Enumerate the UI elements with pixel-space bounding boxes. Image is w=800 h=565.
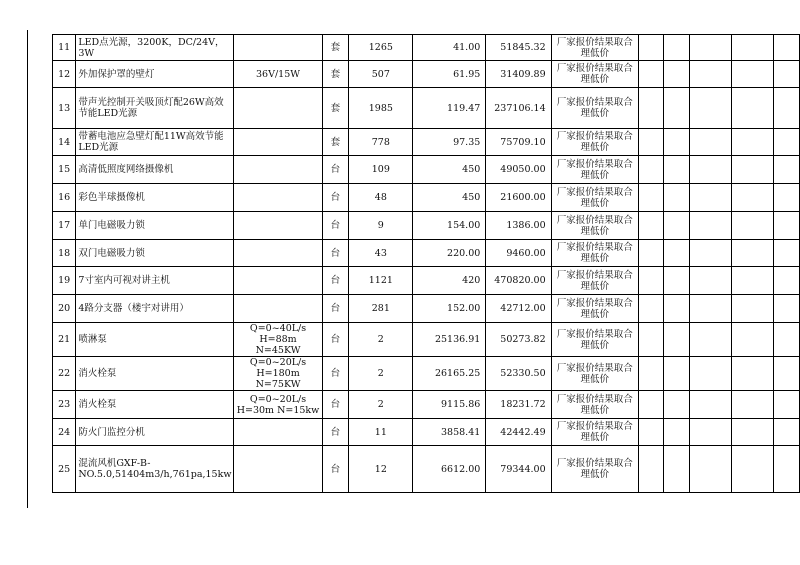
- total-price-cell: 42712.00: [486, 295, 551, 323]
- item-spec-cell: [234, 419, 322, 446]
- item-quantity-cell: 778: [349, 129, 413, 156]
- empty-cell: [638, 184, 664, 212]
- remark-cell: 厂家报价结果取合理低价: [551, 88, 638, 129]
- item-spec-cell: [234, 295, 322, 323]
- empty-cell: [638, 240, 664, 267]
- total-price-cell: 21600.00: [486, 184, 551, 212]
- unit-price-cell: 450: [413, 156, 486, 184]
- remark-cell: 厂家报价结果取合理低价: [551, 267, 638, 295]
- remark-cell: 厂家报价结果取合理低价: [551, 61, 638, 88]
- total-price-cell: 237106.14: [486, 88, 551, 129]
- item-unit-cell: 台: [322, 357, 349, 391]
- row-number-cell: 22: [53, 357, 76, 391]
- remark-cell: 厂家报价结果取合理低价: [551, 184, 638, 212]
- item-quantity-cell: 2: [349, 391, 413, 419]
- item-spec-cell: [234, 184, 322, 212]
- empty-cell: [664, 184, 690, 212]
- table-row: [53, 391, 800, 419]
- empty-cell: [732, 419, 774, 446]
- empty-cell: [732, 61, 774, 88]
- item-unit-cell: 台: [322, 391, 349, 419]
- row-number-cell: 23: [53, 391, 76, 419]
- remark-cell: 厂家报价结果取合理低价: [551, 419, 638, 446]
- item-quantity-cell: 48: [349, 184, 413, 212]
- item-quantity-cell: 9: [349, 212, 413, 240]
- empty-cell: [690, 129, 732, 156]
- total-price-cell: 51845.32: [486, 35, 551, 61]
- item-quantity-cell: 1985: [349, 88, 413, 129]
- item-unit-cell: 台: [322, 323, 349, 357]
- empty-cell: [774, 61, 800, 88]
- empty-cell: [638, 61, 664, 88]
- unit-price-cell: 152.00: [413, 295, 486, 323]
- row-number-cell: 19: [53, 267, 76, 295]
- remark-cell: 厂家报价结果取合理低价: [551, 129, 638, 156]
- row-number-cell: 21: [53, 323, 76, 357]
- empty-cell: [638, 129, 664, 156]
- item-spec-cell: 36V/15W: [234, 61, 322, 88]
- item-name-cell: 彩色半球摄像机: [76, 184, 234, 212]
- empty-cell: [774, 391, 800, 419]
- table-row: [53, 295, 800, 323]
- table-row: [53, 129, 800, 156]
- empty-cell: [732, 88, 774, 129]
- total-price-cell: 18231.72: [486, 391, 551, 419]
- empty-cell: [690, 267, 732, 295]
- item-unit-cell: 台: [322, 419, 349, 446]
- table-row: [53, 240, 800, 267]
- total-price-cell: 50273.82: [486, 323, 551, 357]
- remark-cell: 厂家报价结果取合理低价: [551, 212, 638, 240]
- row-number-cell: 15: [53, 156, 76, 184]
- empty-cell: [664, 88, 690, 129]
- item-name-cell: 混流风机GXF-B-NO.5.0,51404m3/h,761pa,15kw: [76, 446, 234, 493]
- empty-cell: [732, 212, 774, 240]
- item-name-cell: 高清低照度网络摄像机: [76, 156, 234, 184]
- empty-cell: [664, 212, 690, 240]
- item-spec-cell: [234, 129, 322, 156]
- empty-cell: [690, 156, 732, 184]
- table-row: [53, 267, 800, 295]
- empty-cell: [690, 61, 732, 88]
- item-quantity-cell: 109: [349, 156, 413, 184]
- empty-cell: [664, 240, 690, 267]
- table-row: [53, 212, 800, 240]
- unit-price-cell: 119.47: [413, 88, 486, 129]
- table-row: [53, 184, 800, 212]
- row-number-cell: 20: [53, 295, 76, 323]
- empty-cell: [732, 446, 774, 493]
- empty-cell: [732, 295, 774, 323]
- item-quantity-cell: 1265: [349, 35, 413, 61]
- empty-cell: [690, 323, 732, 357]
- unit-price-cell: 154.00: [413, 212, 486, 240]
- row-number-cell: 14: [53, 129, 76, 156]
- item-quantity-cell: 507: [349, 61, 413, 88]
- row-number-cell: 17: [53, 212, 76, 240]
- empty-cell: [638, 446, 664, 493]
- empty-cell: [690, 88, 732, 129]
- empty-cell: [774, 35, 800, 61]
- empty-cell: [638, 391, 664, 419]
- empty-cell: [664, 61, 690, 88]
- item-unit-cell: 套: [322, 35, 349, 61]
- remark-cell: 厂家报价结果取合理低价: [551, 240, 638, 267]
- table-row: [53, 88, 800, 129]
- empty-cell: [774, 88, 800, 129]
- empty-cell: [732, 156, 774, 184]
- item-name-cell: 防火门监控分机: [76, 419, 234, 446]
- empty-cell: [690, 184, 732, 212]
- item-name-cell: LED点光源，3200K，DC/24V，3W: [76, 35, 234, 61]
- empty-cell: [774, 419, 800, 446]
- item-name-cell: 双门电磁吸力锁: [76, 240, 234, 267]
- empty-cell: [774, 156, 800, 184]
- table-row: [53, 35, 800, 61]
- empty-cell: [664, 129, 690, 156]
- item-name-cell: 带声光控制开关吸顶灯配26W高效节能LED光源: [76, 88, 234, 129]
- item-spec-cell: Q=0~20L/s H=180m N=75KW: [234, 357, 322, 391]
- item-unit-cell: 台: [322, 240, 349, 267]
- empty-cell: [774, 267, 800, 295]
- empty-cell: [664, 323, 690, 357]
- empty-cell: [664, 156, 690, 184]
- remark-cell: 厂家报价结果取合理低价: [551, 156, 638, 184]
- table-row: [53, 419, 800, 446]
- empty-cell: [690, 295, 732, 323]
- item-spec-cell: [234, 156, 322, 184]
- empty-cell: [690, 391, 732, 419]
- empty-cell: [638, 267, 664, 295]
- item-unit-cell: 台: [322, 446, 349, 493]
- empty-cell: [638, 323, 664, 357]
- unit-price-cell: 420: [413, 267, 486, 295]
- empty-cell: [638, 88, 664, 129]
- empty-cell: [664, 35, 690, 61]
- item-unit-cell: 台: [322, 267, 349, 295]
- empty-cell: [774, 240, 800, 267]
- unit-price-cell: 450: [413, 184, 486, 212]
- item-spec-cell: [234, 212, 322, 240]
- empty-cell: [774, 129, 800, 156]
- total-price-cell: 1386.00: [486, 212, 551, 240]
- table-row: [53, 323, 800, 357]
- empty-cell: [638, 295, 664, 323]
- item-quantity-cell: 2: [349, 357, 413, 391]
- item-name-cell: 外加保护罩的壁灯: [76, 61, 234, 88]
- remark-cell: 厂家报价结果取合理低价: [551, 357, 638, 391]
- item-spec-cell: [234, 88, 322, 129]
- row-number-cell: 11: [53, 35, 76, 61]
- empty-cell: [774, 357, 800, 391]
- unit-price-cell: 97.35: [413, 129, 486, 156]
- item-spec-cell: [234, 35, 322, 61]
- empty-cell: [774, 184, 800, 212]
- empty-cell: [638, 35, 664, 61]
- item-unit-cell: 套: [322, 129, 349, 156]
- item-unit-cell: 台: [322, 212, 349, 240]
- total-price-cell: 49050.00: [486, 156, 551, 184]
- empty-cell: [690, 357, 732, 391]
- empty-cell: [690, 240, 732, 267]
- empty-cell: [664, 391, 690, 419]
- empty-cell: [774, 323, 800, 357]
- remark-cell: 厂家报价结果取合理低价: [551, 446, 638, 493]
- empty-cell: [732, 357, 774, 391]
- item-spec-cell: Q=0~40L/s H=88m N=45KW: [234, 323, 322, 357]
- empty-cell: [638, 419, 664, 446]
- item-name-cell: 消火栓泵: [76, 391, 234, 419]
- item-unit-cell: 套: [322, 61, 349, 88]
- unit-price-cell: 3858.41: [413, 419, 486, 446]
- unit-price-cell: 25136.91: [413, 323, 486, 357]
- total-price-cell: 75709.10: [486, 129, 551, 156]
- empty-cell: [732, 129, 774, 156]
- item-unit-cell: 台: [322, 295, 349, 323]
- item-name-cell: 7寸室内可视对讲主机: [76, 267, 234, 295]
- empty-cell: [774, 212, 800, 240]
- empty-cell: [638, 156, 664, 184]
- row-number-cell: 16: [53, 184, 76, 212]
- row-number-cell: 12: [53, 61, 76, 88]
- remark-cell: 厂家报价结果取合理低价: [551, 295, 638, 323]
- row-number-cell: 13: [53, 88, 76, 129]
- price-table: [52, 34, 800, 493]
- item-name-cell: 4路分支器（楼宇对讲用）: [76, 295, 234, 323]
- table-row: [53, 357, 800, 391]
- item-spec-cell: [234, 267, 322, 295]
- unit-price-cell: 9115.86: [413, 391, 486, 419]
- empty-cell: [732, 184, 774, 212]
- unit-price-cell: 41.00: [413, 35, 486, 61]
- empty-cell: [732, 323, 774, 357]
- item-name-cell: 带蓄电池应急壁灯配11W高效节能LED光源: [76, 129, 234, 156]
- item-name-cell: 消火栓泵: [76, 357, 234, 391]
- unit-price-cell: 6612.00: [413, 446, 486, 493]
- margin-line: [27, 30, 28, 508]
- empty-cell: [732, 267, 774, 295]
- remark-cell: 厂家报价结果取合理低价: [551, 391, 638, 419]
- item-quantity-cell: 43: [349, 240, 413, 267]
- table-row: [53, 61, 800, 88]
- total-price-cell: 9460.00: [486, 240, 551, 267]
- row-number-cell: 18: [53, 240, 76, 267]
- item-quantity-cell: 12: [349, 446, 413, 493]
- total-price-cell: 79344.00: [486, 446, 551, 493]
- total-price-cell: 470820.00: [486, 267, 551, 295]
- empty-cell: [638, 212, 664, 240]
- empty-cell: [664, 357, 690, 391]
- total-price-cell: 52330.50: [486, 357, 551, 391]
- remark-cell: 厂家报价结果取合理低价: [551, 323, 638, 357]
- empty-cell: [732, 240, 774, 267]
- item-spec-cell: Q=0~20L/s H=30m N=15kw: [234, 391, 322, 419]
- total-price-cell: 31409.89: [486, 61, 551, 88]
- item-spec-cell: [234, 446, 322, 493]
- empty-cell: [774, 295, 800, 323]
- unit-price-cell: 220.00: [413, 240, 486, 267]
- empty-cell: [690, 446, 732, 493]
- empty-cell: [690, 419, 732, 446]
- empty-cell: [664, 267, 690, 295]
- empty-cell: [690, 35, 732, 61]
- unit-price-cell: 26165.25: [413, 357, 486, 391]
- empty-cell: [664, 295, 690, 323]
- empty-cell: [664, 419, 690, 446]
- empty-cell: [638, 357, 664, 391]
- empty-cell: [732, 35, 774, 61]
- item-spec-cell: [234, 240, 322, 267]
- empty-cell: [664, 446, 690, 493]
- item-quantity-cell: 11: [349, 419, 413, 446]
- item-name-cell: 单门电磁吸力锁: [76, 212, 234, 240]
- table-row: [53, 156, 800, 184]
- remark-cell: 厂家报价结果取合理低价: [551, 35, 638, 61]
- row-number-cell: 25: [53, 446, 76, 493]
- empty-cell: [732, 391, 774, 419]
- item-quantity-cell: 2: [349, 323, 413, 357]
- total-price-cell: 42442.49: [486, 419, 551, 446]
- empty-cell: [774, 446, 800, 493]
- unit-price-cell: 61.95: [413, 61, 486, 88]
- table-row: [53, 446, 800, 493]
- item-quantity-cell: 1121: [349, 267, 413, 295]
- row-number-cell: 24: [53, 419, 76, 446]
- item-name-cell: 喷淋泵: [76, 323, 234, 357]
- item-unit-cell: 台: [322, 156, 349, 184]
- empty-cell: [690, 212, 732, 240]
- item-unit-cell: 套: [322, 88, 349, 129]
- item-quantity-cell: 281: [349, 295, 413, 323]
- item-unit-cell: 台: [322, 184, 349, 212]
